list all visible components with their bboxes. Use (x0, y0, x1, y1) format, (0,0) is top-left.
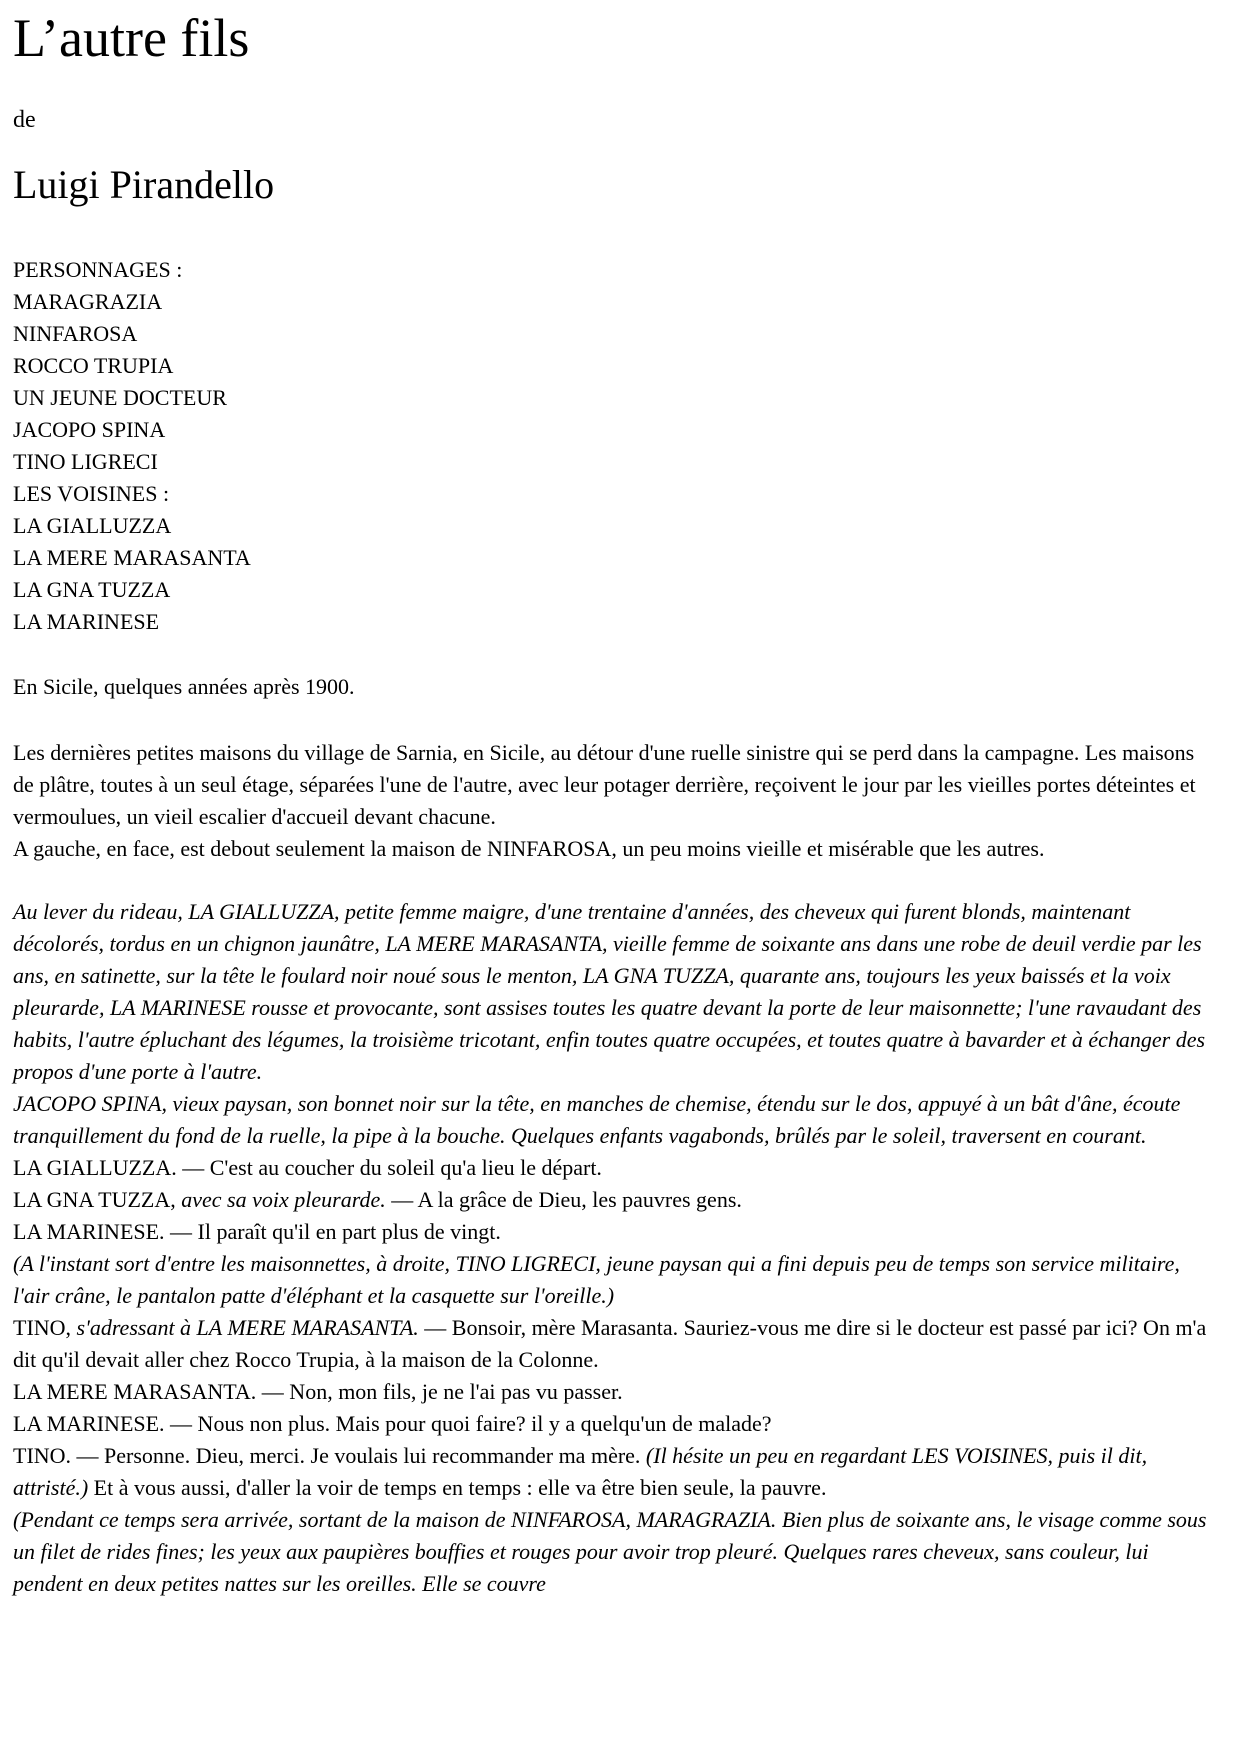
scene-description-part: Les dernières petites maisons du village de Sarnia, en Sicile, au détour d'une ruelle sinistre qui se perd dans la campagne. Les maisons de plâtre, toutes à un seul étage, séparées l'une de l'autre, avec leur potager derrière, reçoivent le jour par les vieilles portes déteintes et vermoulues, un vieil escalier d'accueil devant chacune. (13, 740, 1196, 829)
character-list (13, 254, 1210, 638)
dialogue-line (13, 1184, 1210, 1216)
dialogue-line (13, 1376, 1210, 1408)
character-item: NINFAROSA (13, 321, 138, 346)
dialogue-segment: avec sa voix pleurarde. (181, 1187, 386, 1212)
setting-note: En Sicile, quelques années après 1900. (13, 674, 355, 699)
dialogue-segment: (Pendant ce temps sera arrivée, sortant de la maison de NINFAROSA, MARAGRAZIA. Bien plus de soixante ans, le visage comme sous un filet de rides fines; les yeux aux paupières bouffies et rouges pour avoir trop pleuré. Quelques rares cheveux, sans couleur, lui pendent en deux petites nattes sur les oreilles. Elle se couvre (13, 1507, 1207, 1596)
character-item: LA GNA TUZZA (13, 577, 171, 602)
dialogue-line (13, 1248, 1210, 1312)
scene-description-part: A gauche, en face, est debout seulement la maison de NINFAROSA, un peu moins vieille et misérable que les autres. (13, 836, 1045, 861)
dialogue-line (13, 1216, 1210, 1248)
byline: de (13, 107, 36, 133)
dialogue-segment: Et à vous aussi, d'aller la voir de temps en temps : elle va être bien seule, la pauvre. (88, 1475, 827, 1500)
character-item: JACOPO SPINA (13, 417, 166, 442)
character-item: ROCCO TRUPIA (13, 353, 174, 378)
stage-direction: Au lever du rideau, LA GIALLUZZA, petite femme maigre, d'une trentaine d'années, des cheveux qui furent blonds, maintenant décolorés, tordus en un chignon jaunâtre, LA MERE MARASANTA, vieille femme de soixante ans dans une robe de deuil verdie par les ans, en satinette, sur la tête le foulard noir noué sous le menton, LA GNA TUZZA, quarante ans, toujours les yeux baissés et la voix pleurarde, LA MARINESE rousse et provocante, sont assises toutes les quatre devant la porte de leur maisonnette; l'une ravaudant des habits, l'autre épluchant des légumes, la troisième tricotant, enfin toutes quatre occupées, et toutes quatre à bavarder et à échanger des propos d'une porte à l'autre. (13, 899, 1206, 1084)
dialogue-segment: LA MARINESE. — Nous non plus. Mais pour quoi faire? il y a quelqu'un de malade? (13, 1411, 772, 1436)
character-item: TINO LIGRECI (13, 449, 158, 474)
dialogue-segment: — Bonsoir, mère Marasanta. Sauriez-vous me dire si le docteur est passé par ici? On m'a dit qu'il devait aller chez Rocco Trupia, à la maison de la Colonne. (13, 1315, 1207, 1372)
dialogue-line (13, 1408, 1210, 1440)
character-item: LA MARINESE (13, 609, 160, 634)
dialogue-segment: TINO. — Personne. Dieu, merci. Je voulais lui recommander ma mère. (13, 1443, 646, 1468)
character-item: UN JEUNE DOCTEUR (13, 385, 227, 410)
character-item: MARAGRAZIA (13, 289, 163, 314)
play-title: L’autre fils (13, 8, 250, 68)
scene-description (13, 737, 1210, 865)
dialogue-segment: LA MERE MARASANTA. — Non, mon fils, je ne l'ai pas vu passer. (13, 1379, 623, 1404)
author-name: Luigi Pirandello (13, 162, 275, 207)
stage-direction: JACOPO SPINA, vieux paysan, son bonnet noir sur la tête, en manches de chemise, étendu sur le dos, appuyé à un bât d'âne, écoute tranquillement du fond de la ruelle, la pipe à la bouche. Quelques enfants vagabonds, brûlés par le soleil, traversent en courant. (13, 1091, 1181, 1148)
dialogue-line (13, 1440, 1210, 1504)
dialogue-segment: s'adressant à LA MERE MARASANTA. (76, 1315, 419, 1340)
dialogue-segment: LA GNA TUZZA, (13, 1187, 182, 1212)
characters-heading: PERSONNAGES : (13, 257, 183, 282)
dialogue-segment: (A l'instant sort d'entre les maisonnettes, à droite, TINO LIGRECI, jeune paysan qui a fini depuis peu de temps son service militaire, l'air crâne, le pantalon patte d'éléphant et la casquette sur l'oreille.) (13, 1251, 1180, 1308)
character-item: LA GIALLUZZA (13, 513, 172, 538)
dialogue-segment: LA MARINESE. — Il paraît qu'il en part plus de vingt. (13, 1219, 501, 1244)
character-item: LES VOISINES : (13, 481, 170, 506)
dialogue-segment: LA GIALLUZZA. — C'est au coucher du soleil qu'a lieu le départ. (13, 1155, 602, 1180)
dialogue-segment: (Il hésite un peu en regardant LES VOISINES, puis il dit, attristé.) (13, 1443, 1148, 1500)
dialogue-line (13, 1312, 1210, 1376)
dialogue-segment: TINO, (13, 1315, 77, 1340)
dialogue-line (13, 1504, 1210, 1600)
dialogue-segment: — A la grâce de Dieu, les pauvres gens. (385, 1187, 742, 1212)
character-item: LA MERE MARASANTA (13, 545, 251, 570)
dialogue-line (13, 1152, 1210, 1184)
